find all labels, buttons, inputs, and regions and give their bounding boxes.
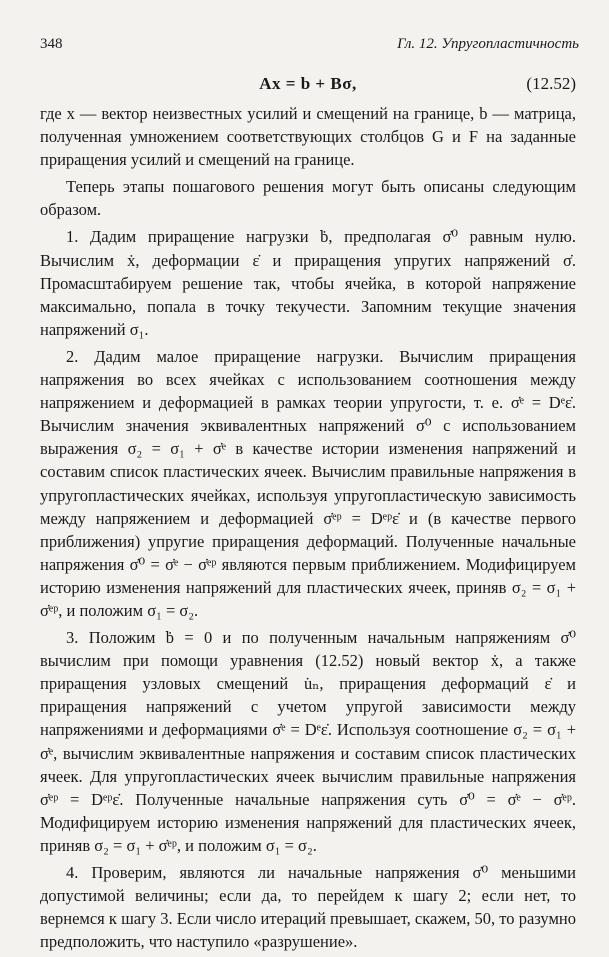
page-number: 348 — [40, 36, 63, 52]
step-1: 1. Дадим приращение нагрузки ḃ, предполагая σ̇⁰ равным нулю. Вычислим ẋ, деформации ε̇ и приращения упругих напряжений σ̇. Промасштабируем решение так, чтобы ячейка, в которой напряжение максимально, попала в точку текучести. Запомним текущие значения напряжений σ₁. — [40, 227, 576, 339]
page-header — [40, 36, 579, 58]
equation-number: (12.52) — [526, 74, 576, 93]
step-3: 3. Положим ḃ = 0 и по полученным начальным напряжениям σ̇⁰ вычислим при помощи уравнения (12.52) новый вектор ẋ, а также приращения узловых смещений u̇ₙ, приращения деформаций ε̇ и приращения напряжений с учетом упругой зависимости между напряжениями и деформациями σ̇ᵉ = Dᵉε̇. Используя соотношение σ₂ = σ₁ + σ̇ᵉ, вычислим эквивалентные напряжения и составим список пластических ячеек. Для упругопластических ячеек вычислим правильные напряжения σ̇ᵉᵖ = Dᵉᵖε̇. Полученные начальные напряжения суть σ̇⁰ = σ̇ᵉ − σ̇ᵉᵖ. Модифицируем историю изменения напряжений для пластических ячеек, приняв σ₂ = σ₁ + σ̇ᵉᵖ, и положим σ₁ = σ₂. — [40, 628, 576, 855]
page-body — [40, 72, 576, 957]
running-head: Гл. 12. Упругопластичность — [397, 36, 579, 52]
equation-12-52 — [40, 72, 576, 102]
step-2: 2. Дадим малое приращение нагрузки. Вычислим приращения напряжения во всех ячейках с использованием соотношения между напряжением и деформацией в рамках теории упругости, т. е. σ̇ᵉ = Dᵉε̇. Вычислим значения эквивалентных напряжений σ⁰ с использованием выражения σ₂ = σ₁ + σ̇ᵉ в качестве истории изменения напряжений и составим список пластических ячеек. Вычислим правильные напряжения в упругопластических ячейках, используя упругопластическую зависимость между напряжением и деформацией σ̇ᵉᵖ = Dᵉᵖε̇ и (в качестве первого приближения) упругие приращения деформаций. Полученные начальные напряжения σ̇⁰ = σ̇ᵉ − σ̇ᵉᵖ являются первым приближением. Модифицируем историю изменения напряжений для пластических ячеек, приняв σ₂ = σ₁ + σ̇ᵉᵖ, и положим σ₁ = σ₂. — [40, 346, 576, 620]
step-4: 4. Проверим, являются ли начальные напряжения σ̇⁰ меньшими допустимой величины; если да, то перейдем к шагу 2; если нет, то вернемся к шагу 3. Если число итераций превышает, скажем, 50, то разумно предположить, что наступило «разрушение». — [40, 863, 576, 952]
equation-formula: Ax = b + Bσ, — [259, 74, 357, 93]
paragraph-intro: Теперь этапы пошагового решения могут быть описаны следующим образом. — [40, 177, 576, 220]
paragraph-definitions: где x — вектор неизвестных усилий и смещений на границе, b — матрица, полученная умножением соответствующих столбцов G и F на заданные приращения усилий и смещений на границе. — [40, 104, 576, 170]
